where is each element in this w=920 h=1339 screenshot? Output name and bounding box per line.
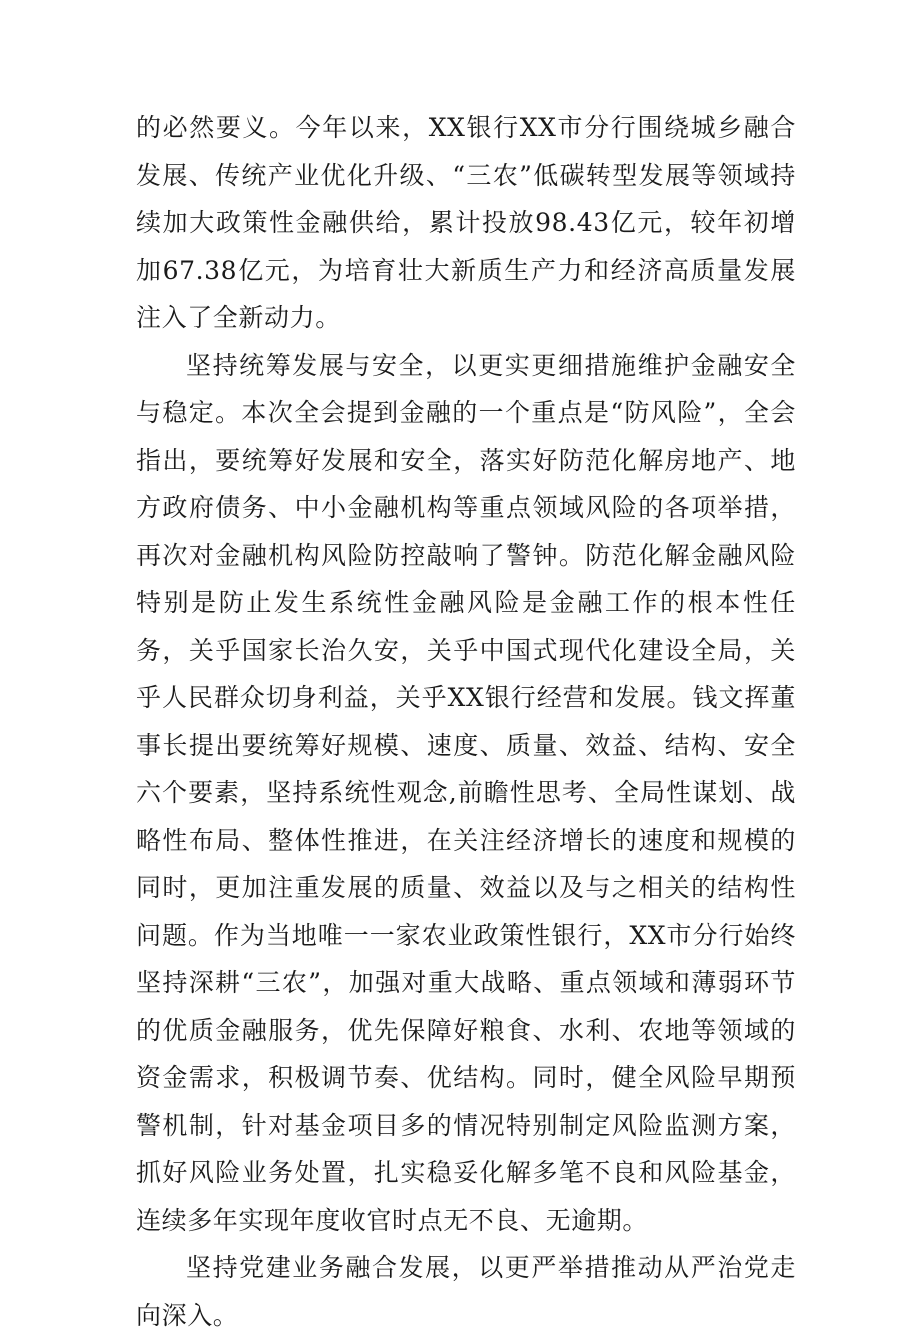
paragraph-party-building: 坚持党建业务融合发展，以更严举措推动从严治党走向深入。 <box>136 1253 796 1330</box>
paragraph-risk-prevention: 坚持统筹发展与安全，以更实更细措施维护金融安全与稳定。本次全会提到金融的一个重点是“防风险”，全会指出，要统筹好发展和安全，落实好防范化解房地产、地方政府债务、中小金融机构等重点领域风险的各项举措，再次对金融机构风险防控敲响了警钟。防范化解金融风险特别是防止发生系统性金融风险是金融工作的根本性任务，关乎国家长治久安，关乎中国式现代化建设全局，关乎人民群众切身利益，关乎XX银行经营和发展。钱文挥董事长提出要统筹好规模、速度、质量、效益、结构、安全六个要素，坚持系统性观念,前瞻性思考、全局性谋划、战略性布局、整体性推进，在关注经济增长的速度和规模的同时，更加注重发展的质量、效益以及与之相关的结构性问题。作为当地唯一一家农业政策性银行，XX市分行始终坚持深耕“三农”，加强对重大战略、重点领域和薄弱环节的优质金融服务，优先保障好粮食、水利、农地等领域的资金需求，积极调节奏、优结构。同时，健全风险早期预警机制，针对基金项目多的情况特别制定风险监测方案，抓好风险业务处置，扎实稳妥化解多笔不良和风险基金，连续多年实现年度收官时点无不良、无逾期。 <box>136 350 796 1235</box>
document-body <box>136 104 796 1339</box>
paragraph-continuation: 的必然要义。今年以来，XX银行XX市分行围绕城乡融合发展、传统产业优化升级、“三农”低碳转型发展等领域持续加大政策性金融供给，累计投放98.43亿元，较年初增加67.38亿元，为培育壮大新质生产力和经济高质量发展注入了全新动力。 <box>136 113 796 332</box>
